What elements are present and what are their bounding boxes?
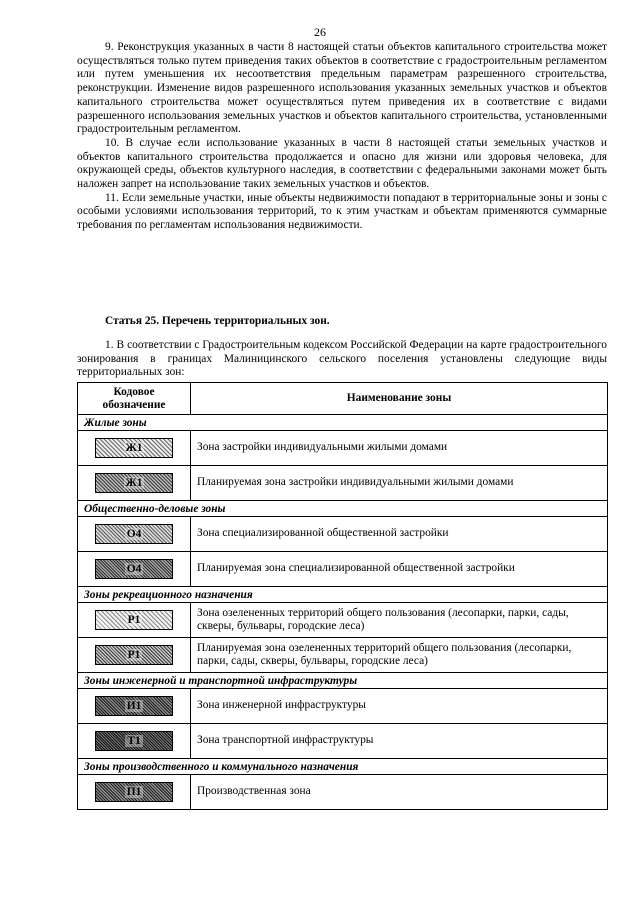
zone-code: Р1 [127, 614, 141, 626]
header-code: Кодовое обозначение [78, 383, 191, 415]
zone-code: О4 [126, 528, 142, 540]
page-number: 26 [314, 25, 326, 39]
zone-code: Ж1 [125, 477, 143, 489]
zone-name: Зона застройки индивидуальными жилыми домами [191, 431, 608, 466]
zone-swatch [95, 782, 173, 802]
table-header-row [78, 383, 608, 415]
paragraph-11: 11. Если земельные участки, иные объекты недвижимости попадают в территориальные зоны и зоны с особыми условиями использования территорий, то к этим участкам и объектам применяются суммарные требования по регламентам использования недвижимости. [77, 191, 607, 232]
zone-name: Зона транспортной инфраструктуры [191, 724, 608, 759]
zone-swatch [95, 696, 173, 716]
table-row [78, 603, 608, 638]
zone-name: Зона специализированной общественной застройки [191, 517, 608, 552]
table-row [78, 689, 608, 724]
zone-name: Зона инженерной инфраструктуры [191, 689, 608, 724]
group-title: Общественно-деловые зоны [78, 501, 608, 517]
table-row [78, 466, 608, 501]
header-name: Наименование зоны [191, 383, 608, 415]
zone-swatch [95, 731, 173, 751]
zone-code: И1 [126, 700, 142, 712]
zone-swatch [95, 559, 173, 579]
zone-swatch [95, 438, 173, 458]
table-row [78, 724, 608, 759]
zone-code: Т1 [127, 735, 141, 747]
zone-code: П1 [126, 786, 142, 798]
table-row [78, 638, 608, 673]
intro-paragraph: 1. В соответствии с Градостроительным кодексом Российской Федерации на карте градостроительного зонирования в границах Малиницинского сельского поселения установлены следующие виды территориальных зон: [77, 339, 607, 379]
group-row-infrastructure [78, 673, 608, 689]
article-heading: Статья 25. Перечень территориальных зон. [105, 315, 330, 327]
zone-name: Зона озелененных территорий общего пользования (лесопарки, парки, сады, скверы, бульвары, городские леса) [191, 603, 608, 638]
zone-name: Планируемая зона специализированной общественной застройки [191, 552, 608, 587]
zone-swatch [95, 645, 173, 665]
group-title: Жилые зоны [78, 415, 608, 431]
zone-code: О4 [126, 563, 142, 575]
body-text [77, 41, 607, 233]
zone-code: Р1 [127, 649, 141, 661]
zone-swatch [95, 524, 173, 544]
paragraph-10: 10. В случае если использование указанных в части 8 настоящей статьи земельных участков и объектов капитального строительства продолжается и опасно для жизни или здоровья человека, для окружающей среды, объектов культурного наследия, в соответствии с федеральными законами может быть наложен запрет на использование таких земельных участков и объектов. [77, 136, 607, 191]
paragraph-9: 9. Реконструкция указанных в части 8 настоящей статьи объектов капитального строительства может осуществляться только путем приведения таких объектов в соответствие с градостроительным регламентом или путем уменьшения их несоответствия предельным параметрам разрешенного строительства, реконструкции. Изменение видов разрешенного использования указанных земельных участков и объектов капитального строительства может осуществляться путем приведения их в соответствие с видами разрешенного использования земельных участков и объектов капитального строительства, установленными градостроительным регламентом. [77, 41, 607, 136]
group-title: Зоны инженерной и транспортной инфраструктуры [78, 673, 608, 689]
zone-swatch [95, 473, 173, 493]
group-row-industrial [78, 759, 608, 775]
group-title: Зоны рекреационного назначения [78, 587, 608, 603]
zone-name: Планируемая зона озелененных территорий общего пользования (лесопарки, парки, сады, скверы, бульвары, городские леса) [191, 638, 608, 673]
zone-swatch [95, 610, 173, 630]
table-row [78, 517, 608, 552]
zone-name: Производственная зона [191, 775, 608, 810]
group-row-residential [78, 415, 608, 431]
group-title: Зоны производственного и коммунального назначения [78, 759, 608, 775]
table-row [78, 431, 608, 466]
zones-table [77, 382, 608, 810]
zone-name: Планируемая зона застройки индивидуальными жилыми домами [191, 466, 608, 501]
group-row-recreation [78, 587, 608, 603]
table-row [78, 775, 608, 810]
zone-code: Ж1 [125, 442, 143, 454]
table-row [78, 552, 608, 587]
group-row-public [78, 501, 608, 517]
